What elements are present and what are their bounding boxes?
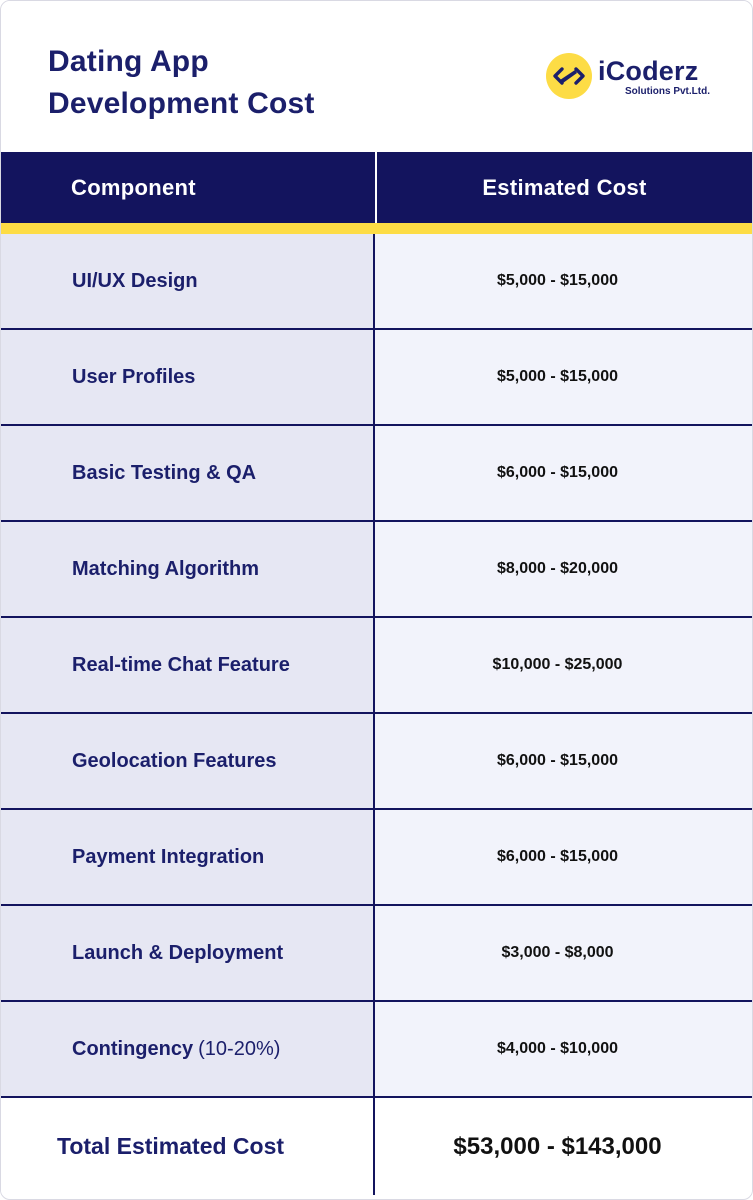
cost-cell: $5,000 - $15,000 [375, 234, 752, 328]
logo-wordmark: iCoderz [598, 56, 699, 86]
table-row [1, 234, 752, 330]
component-cell [1, 522, 375, 616]
column-header-cost: Estimated Cost [482, 175, 647, 200]
cost-cell: $5,000 - $15,000 [375, 330, 752, 424]
component-label: Contingency [72, 1037, 194, 1060]
page-title-line-1: Dating App [48, 45, 209, 78]
component-cell [1, 714, 375, 808]
accent-bar [1, 223, 752, 234]
icoderz-logo-icon [546, 53, 592, 99]
cost-cell: $8,000 - $20,000 [375, 522, 752, 616]
total-cost: $53,000 - $143,000 [375, 1098, 752, 1195]
component-cell [1, 810, 375, 904]
table-row [1, 906, 752, 1002]
cost-table-body [1, 234, 752, 1195]
cost-cell: $6,000 - $15,000 [375, 714, 752, 808]
table-row [1, 618, 752, 714]
table-row [1, 330, 752, 426]
component-cell [1, 1002, 375, 1096]
cost-cell: $10,000 - $25,000 [375, 618, 752, 712]
table-row [1, 522, 752, 618]
component-label: Payment Integration [72, 845, 265, 868]
component-cell [1, 426, 375, 520]
component-label: Matching Algorithm [72, 557, 260, 580]
component-cell [1, 906, 375, 1000]
component-label: Launch & Deployment [72, 941, 284, 964]
cost-cell: $6,000 - $15,000 [375, 810, 752, 904]
table-row [1, 1002, 752, 1098]
table-row [1, 426, 752, 522]
component-label: Basic Testing & QA [72, 461, 257, 484]
total-row [1, 1098, 752, 1195]
header-divider [375, 152, 377, 223]
logo-subtitle: Solutions Pvt.Ltd. [625, 86, 710, 97]
cost-cell: $4,000 - $10,000 [375, 1002, 752, 1096]
cost-cell: $6,000 - $15,000 [375, 426, 752, 520]
column-header-component: Component [71, 175, 196, 200]
cost-cell: $3,000 - $8,000 [375, 906, 752, 1000]
component-label: Geolocation Features [72, 749, 277, 772]
component-label: UI/UX Design [72, 269, 198, 292]
page-header [1, 1, 752, 152]
page-title [48, 41, 315, 125]
company-logo [546, 53, 726, 103]
component-note: (10-20%) [198, 1037, 281, 1060]
component-cell [1, 234, 375, 328]
component-label: User Profiles [72, 365, 196, 388]
table-row [1, 714, 752, 810]
total-label-cell [1, 1098, 375, 1195]
total-label: Total Estimated Cost [57, 1133, 285, 1159]
component-cell [1, 618, 375, 712]
page-title-line-2: Development Cost [48, 87, 315, 120]
component-cell [1, 330, 375, 424]
table-row [1, 810, 752, 906]
component-label: Real-time Chat Feature [72, 653, 290, 676]
